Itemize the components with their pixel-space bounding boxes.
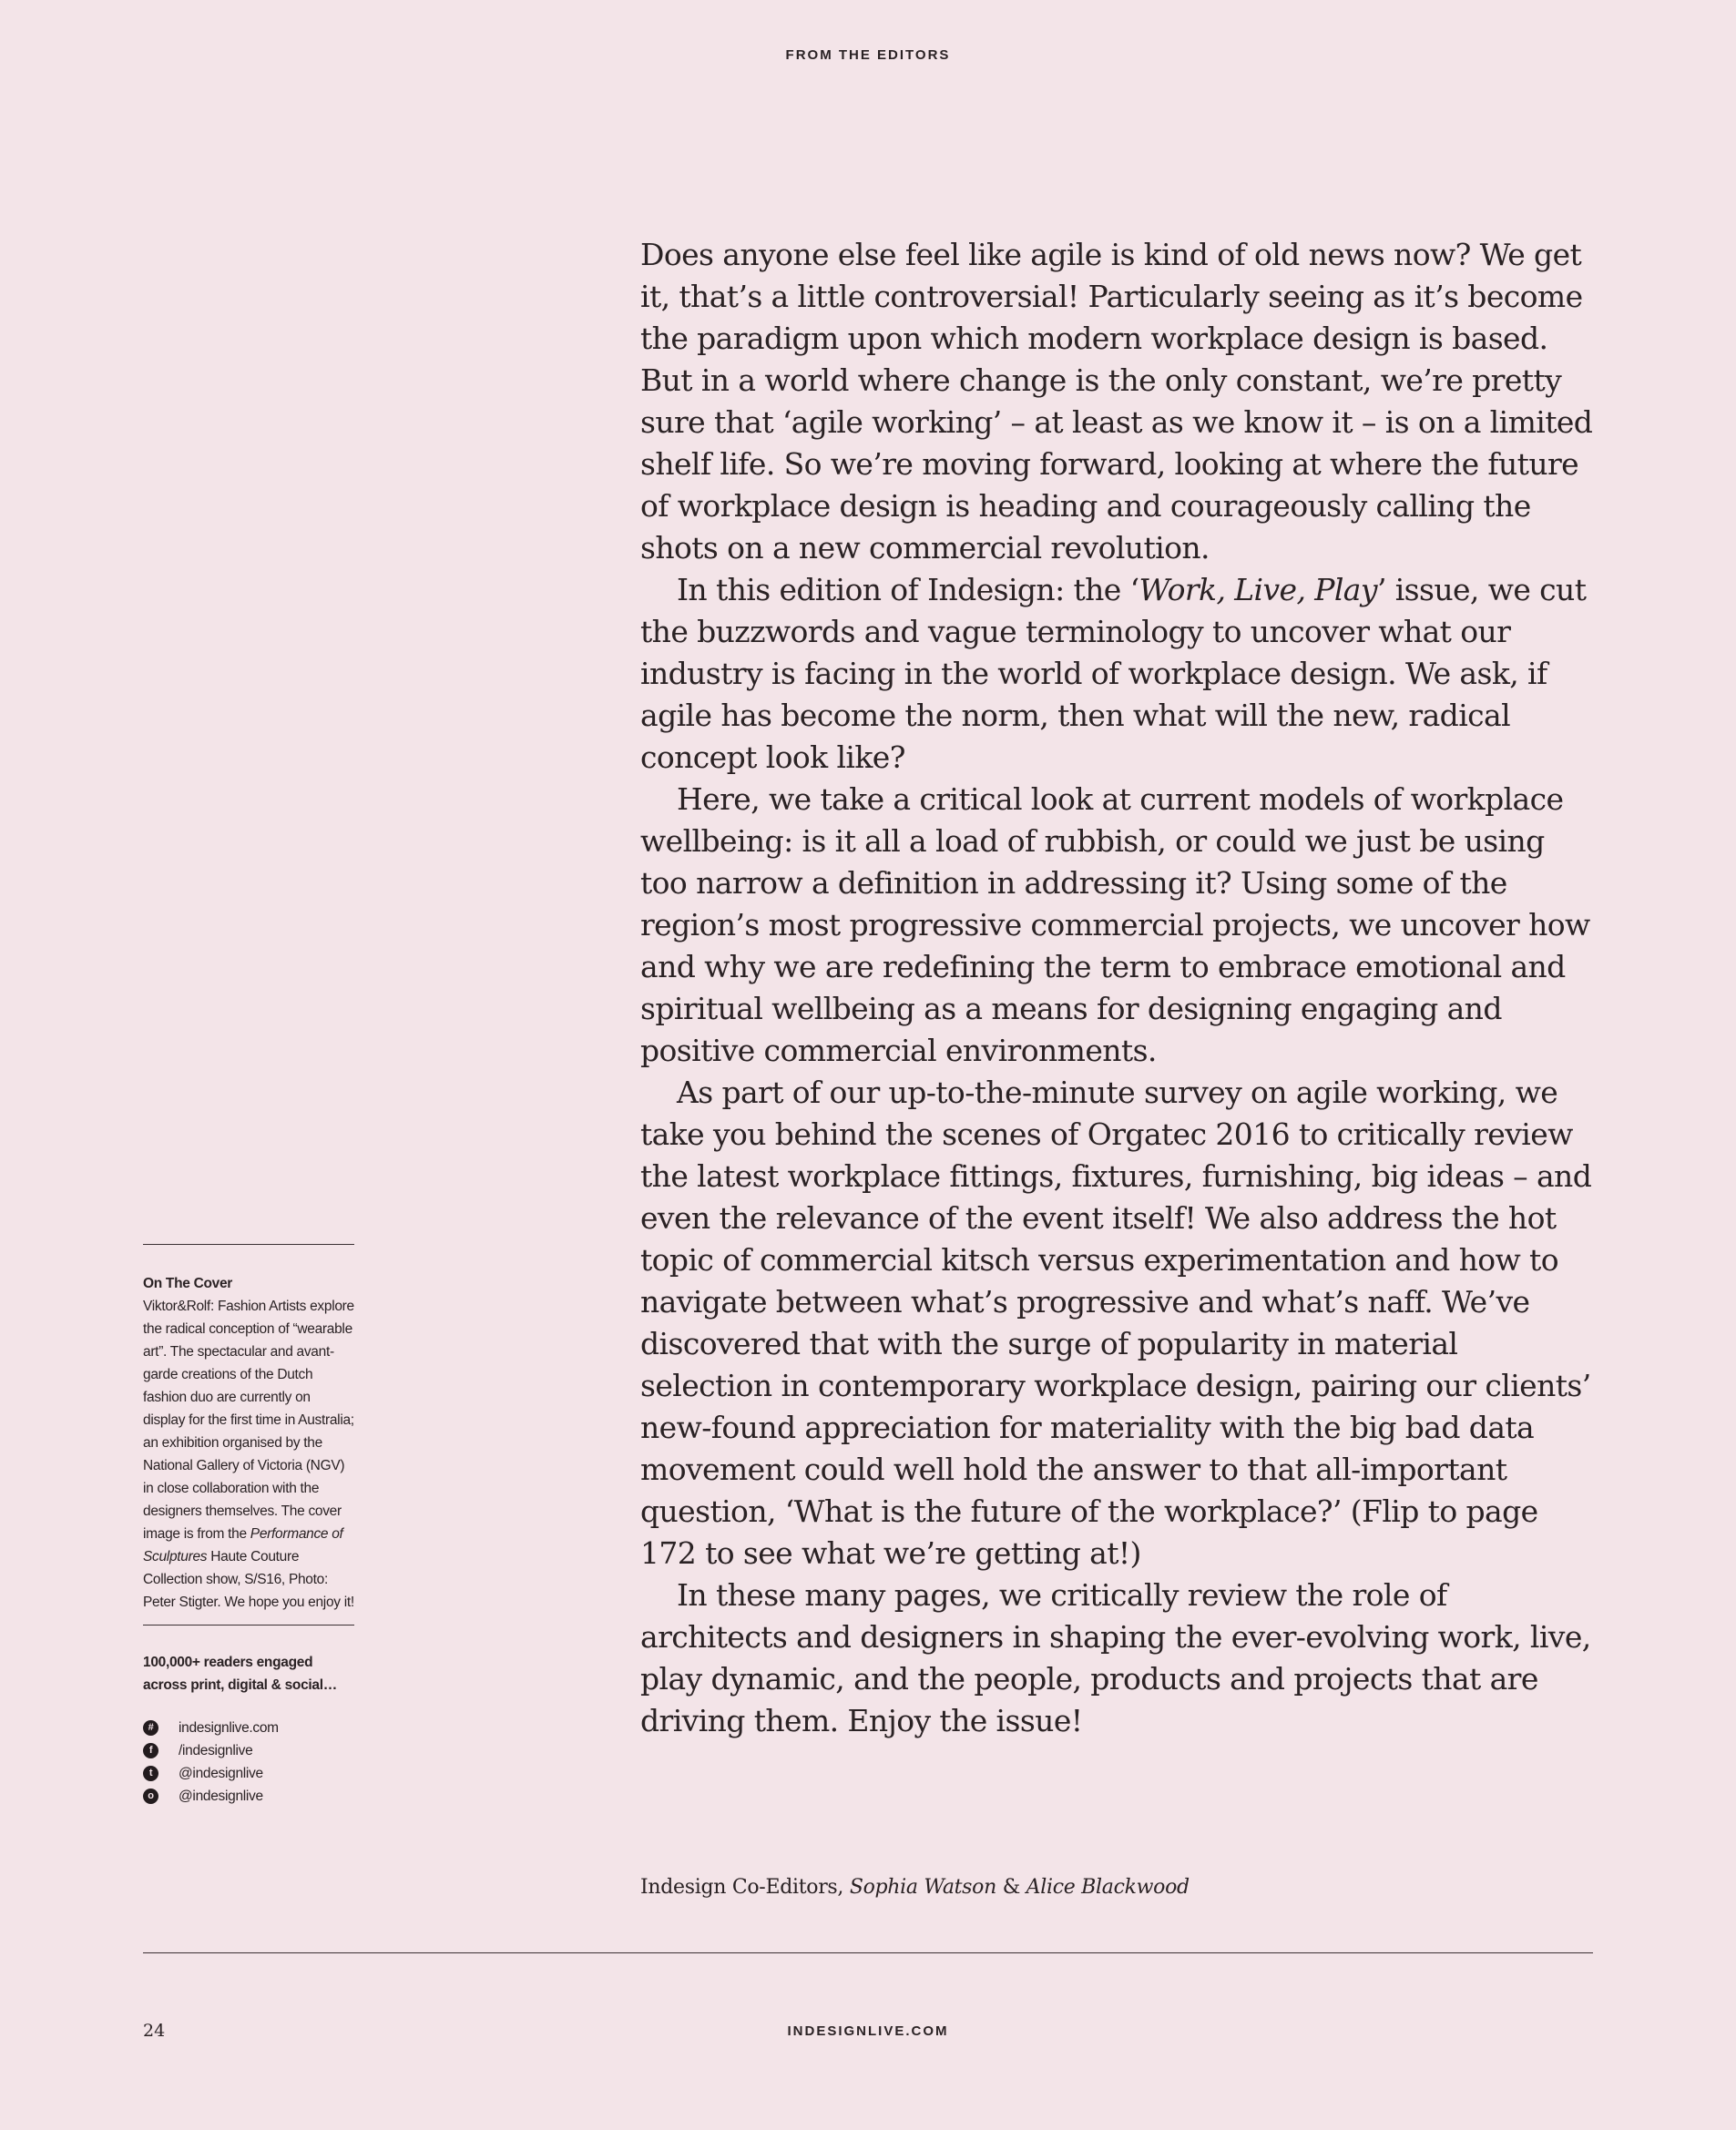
issue-title: Work, Live, Play xyxy=(1139,572,1377,607)
cover-description: Viktor&Rolf: Fashion Artists explore the radical conception of “wearable art”. The spectacular and avant-garde creations of the Dutch fashion duo are currently on display for the first time in Australia; an exhibition organised by the National Gallery of Victoria (NGV) in close collaboration with the designers themselves. The cover image is from the Performance of Sculptures Haute Couture Collection show, S/S16, Photo: Peter Stigter. We hope you enjoy it! xyxy=(143,1299,354,1610)
editorial-body xyxy=(640,234,1597,1742)
paragraph-4: As part of our up-to-the-minute survey on agile working, we take you behind the scenes of Orgatec 2016 to critically review the latest workplace fittings, fixtures, furnishing, big ideas – and even the relevance of the event itself! We also address the hot topic of commercial kitsch versus experimentation and how to navigate between what’s progressive and what’s naff. We’ve discovered that with the surge of popularity in material selection in contemporary workplace design, pairing our clients’ new-found appreciation for materiality with the big bad data movement could well hold the answer to that all-important question, ‘What is the future of the workplace?’ (Flip to page 172 to see what we’re getting at!) xyxy=(640,1075,1592,1571)
social-label: indesignlive.com xyxy=(179,1720,279,1736)
social-link-facebook[interactable] xyxy=(143,1739,354,1762)
editor-name: Alice Blackwood xyxy=(1026,1876,1190,1899)
social-link-twitter[interactable] xyxy=(143,1762,354,1785)
social-label: /indesignlive xyxy=(179,1743,253,1758)
social-label: @indesignlive xyxy=(179,1789,263,1804)
social-label: @indesignlive xyxy=(179,1766,263,1781)
social-link-instagram[interactable] xyxy=(143,1785,354,1808)
section-header: FROM THE EDITORS xyxy=(785,47,951,63)
paragraph-3: Here, we take a critical look at current models of workplace wellbeing: is it all a load of rubbish, or could we just be using too narrow a definition in addressing it? Using some of the region’s most progressive commercial projects, we uncover how and why we are redefining the term to embrace emotional and spiritual wellbeing as a means for designing engaging and positive commercial environments. xyxy=(640,781,1590,1068)
footer-divider xyxy=(143,1952,1593,1953)
social-links xyxy=(143,1717,354,1808)
footer-website[interactable]: INDESIGNLIVE.COM xyxy=(787,2023,949,2039)
web-icon: # xyxy=(143,1720,158,1736)
paragraph-5: In these many pages, we critically review the role of architects and designers in shaping the ever-evolving work, live, play dynamic, and the people, products and projects that are driving them. Enjoy the issue! xyxy=(640,1577,1591,1738)
social-link-website[interactable] xyxy=(143,1717,354,1739)
divider xyxy=(143,1625,354,1626)
sidebar xyxy=(143,1244,354,1808)
cover-title: On The Cover xyxy=(143,1276,233,1291)
twitter-icon: t xyxy=(143,1766,158,1781)
instagram-icon: o xyxy=(143,1789,158,1804)
paragraph-1: Does anyone else feel like agile is kind of old news now? We get it, that’s a little controversial! Particularly seeing as it’s become the paradigm upon which modern workplace design is based. But in a world where change is the only constant, we’re pretty sure that ‘agile working’ – at least as we know it – is on a limited shelf life. So we’re moving forward, looking at where the future of workplace design is heading and courageously calling the shots on a new commercial revolution. xyxy=(640,237,1593,566)
facebook-icon: f xyxy=(143,1743,158,1758)
divider xyxy=(143,1244,354,1245)
editor-signature: Indesign Co-Editors, Sophia Watson & Alice Blackwood xyxy=(640,1876,1190,1899)
readers-stat: 100,000+ readers engaged across print, digital & social… xyxy=(143,1655,337,1693)
editor-name: Sophia Watson xyxy=(849,1876,996,1899)
paragraph-2: In this edition of Indesign: the ‘Work, Live, Play’ issue, we cut the buzzwords and vague terminology to uncover what our industry is facing in the world of workplace design. We ask, if agile has become the norm, then what will the new, radical concept look like? xyxy=(640,572,1587,775)
page-number: 24 xyxy=(143,2021,166,2041)
